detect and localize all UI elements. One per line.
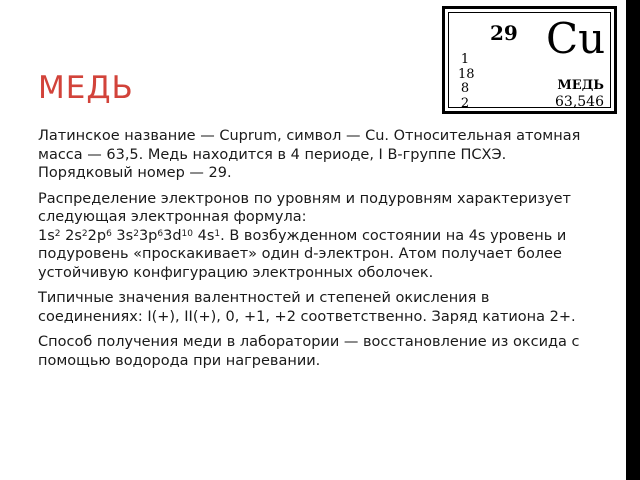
formula-electron-count: 2 <box>133 228 139 239</box>
paragraph-intro: Распределение электронов по уровням и подуровням характеризует следующая электронная формула: <box>38 190 571 225</box>
periodic-element-card <box>442 6 617 114</box>
slide-title: МЕДЬ <box>38 70 134 106</box>
element-card-inner-border <box>448 12 611 111</box>
paragraph-electron-config <box>38 190 598 283</box>
slide-body <box>38 127 598 377</box>
paragraph-valence: Типичные значения валентностей и степеней окисления в соединениях: I(+), II(+), 0, +1, +2 соответственно. Заряд катиона 2+. <box>38 290 576 325</box>
paragraph-continuation: . В возбужденном состоянии на 4s уровень и подуровень «проскакивает» один d-электрон. Атом получает более устойчивую конфигурацию электронных оболочек. <box>38 227 567 281</box>
paragraph-preparation: Способ получения меди в лаборатории — восстановление из оксида с помощью водорода при нагревании. <box>38 334 580 369</box>
formula-orbital: 3p <box>138 227 158 244</box>
shell-value: 8 <box>460 81 470 96</box>
formula-electron-count: 1 <box>214 228 221 239</box>
formula-orbital: 4s <box>193 227 215 244</box>
formula-electron-count: 10 <box>181 228 193 239</box>
electron-formula <box>38 228 220 244</box>
formula-orbital: 3s <box>111 227 134 244</box>
paragraph-latin-name: Латинское название — Cuprum, символ — Cu. Относительная атомная масса — 63,5. Медь находится в 4 периоде, I B-группе ПСХЭ. Порядковый номер — 29. <box>38 128 581 181</box>
element-name: МЕДЬ <box>557 78 604 93</box>
electron-shells <box>458 52 475 111</box>
formula-orbital: 2p <box>87 227 107 244</box>
formula-electron-count: 2 <box>54 228 61 239</box>
formula-electron-count: 6 <box>106 228 112 239</box>
atomic-mass: 63,546 <box>555 94 604 110</box>
shell-value: 1 <box>460 52 470 67</box>
formula-electron-count: 6 <box>157 228 164 239</box>
formula-electron-count: 2 <box>81 228 88 239</box>
element-symbol: Cu <box>546 14 606 63</box>
atomic-number: 29 <box>490 21 518 45</box>
formula-orbital: 1s <box>38 227 55 244</box>
formula-orbital: 2s <box>60 227 82 244</box>
formula-orbital: 3d <box>163 227 182 244</box>
shell-value: 2 <box>460 95 470 111</box>
right-edge-strip <box>626 0 640 480</box>
shell-value: 18 <box>458 66 475 82</box>
